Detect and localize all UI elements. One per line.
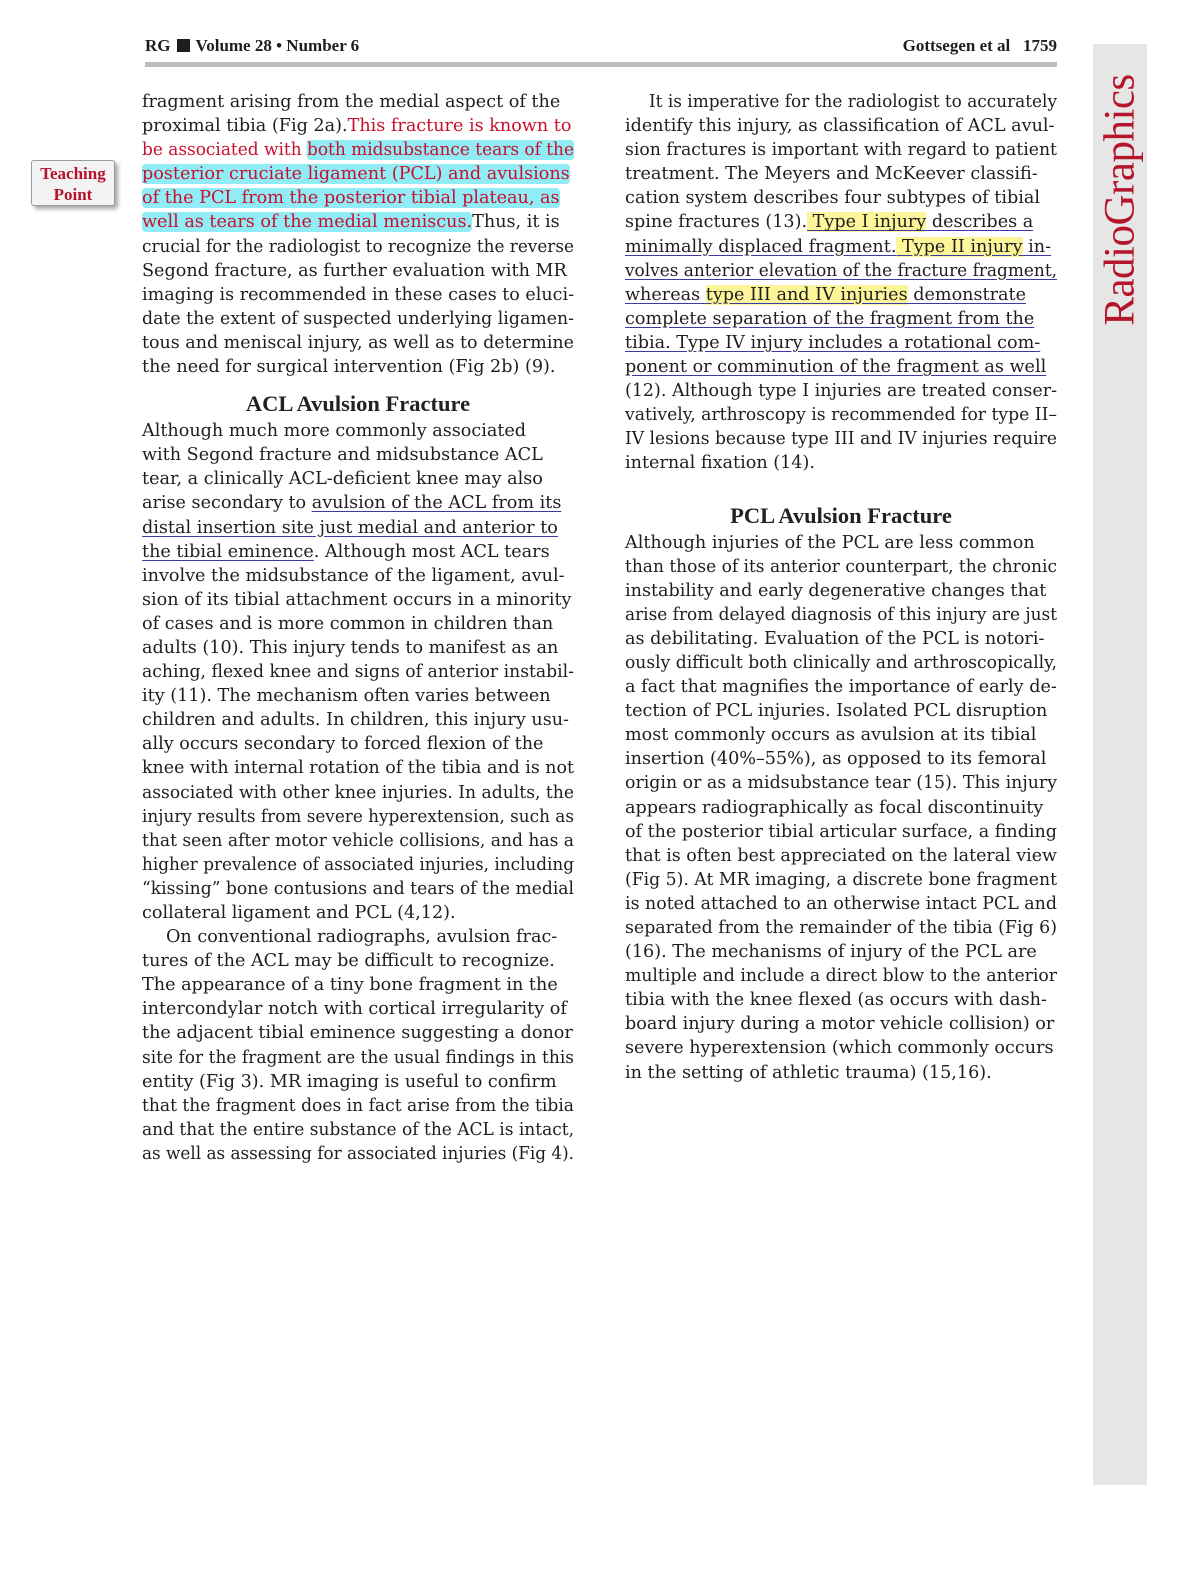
underlined-text: whereas: [625, 284, 706, 305]
text-line: associated with other knee injuries. In adults, the: [142, 782, 574, 803]
teaching-point-badge[interactable]: [31, 160, 115, 206]
left-para-2: [142, 419, 574, 925]
text-line: [625, 259, 1057, 283]
text-line: that is often best appreciated on the lateral view: [625, 845, 1057, 866]
underlined-text: tibia. Type IV injury includes a rotational com-: [625, 332, 1041, 353]
text-line: [142, 210, 574, 234]
text-line: adults (10). This injury tends to manifest as an: [142, 637, 559, 658]
text-line: injury results from severe hyperextension, such as: [142, 806, 574, 827]
text-line: date the extent of suspected underlying ligamen-: [142, 308, 574, 329]
text-line: fragment arising from the medial aspect of the: [142, 92, 561, 112]
highlighted-text: type III and IV injuries: [705, 284, 908, 305]
header-rule: [145, 62, 1057, 67]
text-line: collateral ligament and PCL (4,12).: [142, 903, 456, 923]
text-line: severe hyperextension (which commonly occurs: [625, 1038, 1054, 1059]
text-line: in the setting of athletic trauma) (15,16).: [625, 1062, 992, 1083]
text-line: imaging is recommended in these cases to eluci-: [142, 284, 574, 305]
text-line: [142, 138, 574, 162]
authors: Gottsegen et al: [902, 36, 1011, 55]
text-line: It is imperative for the radiologist to accurately: [649, 92, 1057, 112]
text-line: tous and meniscal injury, as well as to determine: [142, 332, 574, 353]
text-line: [625, 307, 1057, 331]
text-line: knee with internal rotation of the tibia and is not: [142, 758, 574, 779]
text-line: tures of the ACL may be difficult to recognize.: [142, 951, 555, 972]
highlighted-text: posterior cruciate ligament (PCL) and avulsions: [142, 164, 570, 185]
highlighted-text: well as tears of the medial meniscus.: [142, 212, 473, 233]
text-line: Segond fracture, as further evaluation with MR: [142, 260, 567, 281]
right-para-1: [625, 90, 1057, 476]
section-heading-pcl: PCL Avulsion Fracture: [730, 502, 952, 528]
text-line: aching, flexed knee and signs of anterior instabil-: [142, 662, 574, 683]
text-line: as debilitating. Evaluation of the PCL is notori-: [625, 628, 1045, 649]
text-line: multiple and include a direct blow to the anterior: [625, 966, 1057, 987]
text-line: [142, 491, 574, 515]
underlined-text: avulsion of the ACL from its: [311, 493, 562, 514]
text-line: a fact that magnifies the importance of early de-: [625, 677, 1057, 698]
underlined-text: volves anterior elevation of the fracture fragment,: [625, 260, 1057, 281]
left-para-3: [142, 925, 574, 1166]
text-line: the adjacent tibial eminence suggesting a donor: [142, 1023, 573, 1044]
text-span: . Although most ACL tears: [313, 541, 550, 562]
text-line: IV lesions because type III and IV injuries require: [625, 429, 1057, 450]
underlined-text: distal insertion site just medial and anterior to: [142, 517, 558, 538]
text-line: “kissing” bone contusions and tears of the medial: [142, 878, 574, 899]
teaching-point-line2: Point: [53, 185, 93, 204]
brand-logo: RadioGraphics: [1096, 74, 1144, 326]
text-line: that seen after motor vehicle collisions, and has a: [142, 830, 574, 851]
text-line: as well as assessing for associated injuries (Fig 4).: [142, 1143, 574, 1164]
highlighted-text: of the PCL from the posterior tibial plateau, as: [142, 188, 560, 209]
underlined-text: ponent or comminution of the fragment as well: [625, 357, 1047, 378]
text-span: arise secondary to: [142, 493, 312, 514]
underlined-text: in-: [1022, 236, 1052, 257]
text-line: ously difficult both clinically and arthroscopically,: [625, 652, 1057, 673]
text-line: [142, 516, 574, 540]
text-line: that the fragment does in fact arise from the tibia: [142, 1095, 574, 1116]
text-line: internal fixation (14).: [625, 453, 815, 474]
text-line: The appearance of a tiny bone fragment in the: [142, 975, 558, 996]
text-line: (Fig 5). At MR imaging, a discrete bone fragment: [625, 869, 1057, 890]
text-line: Although injuries of the PCL are less common: [625, 532, 1035, 553]
text-line: higher prevalence of associated injuries, including: [142, 854, 574, 875]
text-line: (16). The mechanisms of injury of the PCL are: [625, 942, 1037, 963]
highlighted-text: Type II injury: [896, 236, 1023, 257]
section-heading-acl: ACL Avulsion Fracture: [245, 391, 471, 417]
text-line: [142, 162, 574, 186]
text-line: [625, 283, 1057, 307]
text-line: [142, 114, 574, 138]
header-right: [903, 36, 1057, 56]
text-line: intercondylar notch with cortical irregularity of: [142, 999, 567, 1020]
teaching-point-text: be associated with: [142, 140, 302, 161]
right-para-2: [625, 531, 1057, 1085]
volume-number: Volume 28 • Number 6: [195, 36, 360, 55]
text-line: ity (11). The mechanism often varies between: [142, 686, 551, 707]
text-span: spine fractures (13).: [625, 212, 808, 233]
text-line: appears radiographically as focal discontinuity: [625, 797, 1044, 818]
running-header: [145, 36, 1057, 58]
spacer: [625, 476, 1057, 501]
text-line: than those of its anterior counterpart, the chronic: [625, 556, 1057, 577]
teaching-point-text: This fracture is known to: [347, 116, 572, 137]
teaching-point-line1: Teaching: [40, 164, 106, 183]
journal-abbrev: RG: [145, 36, 171, 55]
text-line: sion fractures is important with regard to patient: [625, 140, 1057, 161]
text-span: Thus, it is: [472, 212, 560, 233]
text-line: instability and early degenerative changes that: [625, 580, 1047, 601]
underlined-text: complete separation of the fragment from the: [625, 308, 1035, 329]
text-line: and that the entire substance of the ACL is intact,: [142, 1119, 574, 1140]
text-line: tection of PCL injuries. Isolated PCL disruption: [625, 701, 1048, 722]
text-line: origin or as a midsubstance tear (15). This injury: [625, 773, 1057, 794]
underlined-text: the tibial eminence: [142, 541, 314, 562]
text-line: ally occurs secondary to forced flexion of the: [142, 734, 544, 755]
text-line: vatively, arthroscopy is recommended for type II–: [625, 405, 1057, 426]
text-line: site for the fragment are the usual findings in this: [142, 1047, 574, 1068]
text-line: tibia with the knee flexed (as occurs with dash-: [625, 990, 1047, 1011]
left-para-1: [142, 90, 574, 379]
highlighted-text: both midsubstance tears of the: [307, 140, 574, 161]
text-line: arise from delayed diagnosis of this injury are just: [625, 604, 1057, 625]
text-line: [625, 355, 1057, 379]
text-line: of cases and is more common in children than: [142, 613, 554, 634]
text-line: [625, 235, 1057, 259]
text-line: [625, 331, 1057, 355]
text-line: [142, 186, 574, 210]
text-line: is noted attached to an otherwise intact PCL and: [625, 893, 1057, 914]
text-line: crucial for the radiologist to recognize the reverse: [142, 236, 574, 257]
text-span: proximal tibia (Fig 2a).: [142, 116, 348, 137]
text-line: On conventional radiographs, avulsion frac-: [166, 927, 558, 948]
header-left: [145, 36, 359, 56]
text-line: the need for surgical intervention (Fig 2b) (9).: [142, 357, 556, 378]
highlighted-text: Type I injury: [807, 212, 927, 233]
text-line: [625, 210, 1057, 234]
text-line: most commonly occurs as avulsion at its tibial: [625, 725, 1037, 746]
text-line: identify this injury, as classification of ACL avul-: [625, 116, 1055, 137]
underlined-text: describes a: [926, 212, 1034, 233]
text-line: tear, a clinically ACL-deficient knee may also: [142, 469, 543, 490]
text-line: (12). Although type I injuries are treated conser-: [625, 381, 1057, 402]
text-line: separated from the remainder of the tibia (Fig 6): [625, 918, 1057, 938]
text-line: children and adults. In children, this injury usu-: [142, 710, 570, 731]
text-line: entity (Fig 3). MR imaging is useful to confirm: [142, 1071, 557, 1092]
page-number: 1759: [1023, 36, 1057, 55]
text-line: cation system describes four subtypes of tibial: [625, 188, 1040, 209]
text-line: treatment. The Meyers and McKeever classifi-: [625, 164, 1038, 185]
text-line: with Segond fracture and midsubstance ACL: [142, 445, 543, 466]
text-line: involve the midsubstance of the ligament, avul-: [142, 565, 565, 586]
text-line: board injury during a motor vehicle collision) or: [625, 1014, 1055, 1035]
text-line: insertion (40%–55%), as opposed to its femoral: [625, 749, 1047, 770]
underlined-text: minimally displaced fragment.: [625, 236, 897, 257]
underlined-text: demonstrate: [907, 284, 1026, 305]
square-bullet-icon: [177, 39, 190, 52]
text-line: of the posterior tibial articular surface, a finding: [625, 821, 1057, 842]
left-column: [142, 90, 574, 1166]
right-column: [625, 90, 1057, 1085]
text-line: Although much more commonly associated: [142, 421, 527, 442]
text-line: [142, 540, 574, 564]
text-line: sion of its tibial attachment occurs in a minority: [142, 589, 572, 610]
spacer: [142, 379, 574, 389]
